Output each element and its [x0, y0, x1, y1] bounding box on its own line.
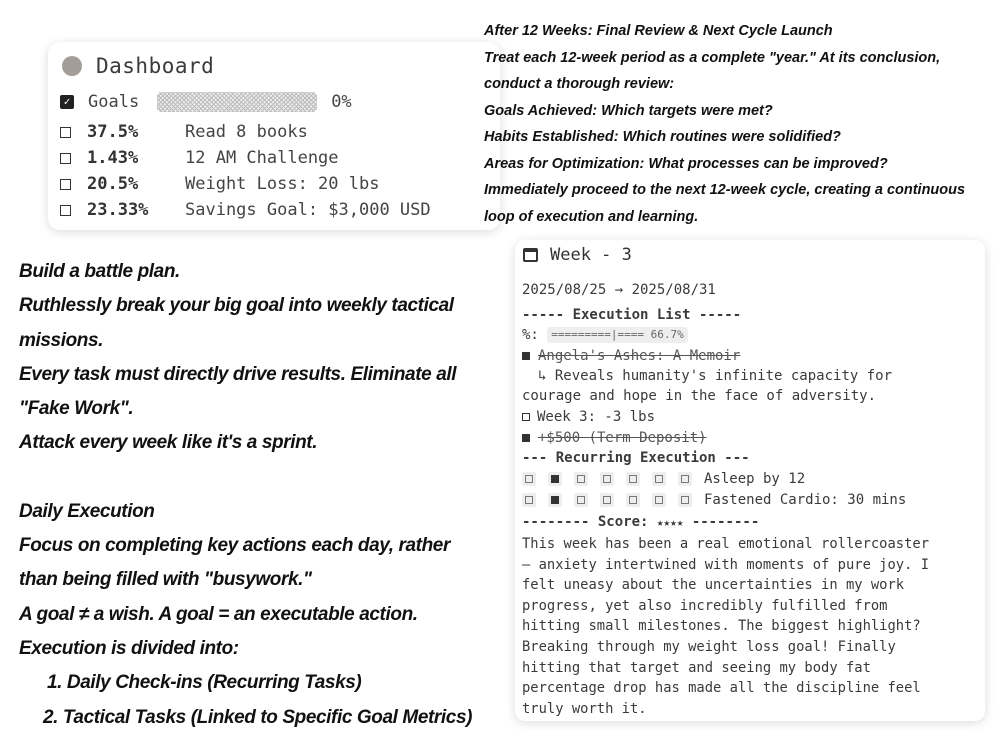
week-header [523, 245, 632, 265]
goal-row [60, 148, 339, 168]
reflection-line: This week has been a real emotional rollercoaster [522, 536, 930, 552]
habit-day-checkbox[interactable] [600, 472, 614, 486]
goal-row [60, 200, 431, 220]
checkbox-checked-icon[interactable] [522, 352, 530, 360]
goals-row [60, 92, 352, 112]
task-item [522, 348, 740, 364]
battle-line: Ruthlessly break your big goal into weekly tactical [19, 295, 454, 317]
dashboard-dot-icon [62, 56, 82, 76]
review-line: Areas for Optimization: What processes can be improved? [484, 155, 888, 172]
habit-row [522, 492, 906, 508]
goal-percent: 23.33% [87, 200, 149, 220]
review-line: loop of execution and learning. [484, 208, 699, 225]
habit-day-checkbox[interactable] [652, 472, 666, 486]
reflection-line: hitting small milestones. The biggest highlight? [522, 618, 921, 635]
goal-label: Savings Goal: $3,000 USD [185, 200, 431, 220]
goals-percent: 0% [331, 92, 352, 112]
score-stars: ★★★★ [656, 516, 684, 529]
checkbox[interactable] [60, 205, 71, 216]
habit-day-checkbox[interactable] [574, 493, 588, 507]
checkbox[interactable] [60, 153, 71, 164]
task-text: Angela's Ashes: A Memoir [538, 348, 741, 364]
progress-label: %: [522, 327, 539, 343]
goal-label: Read 8 books [185, 122, 308, 142]
subitem-arrow-icon: ↳ [538, 368, 547, 384]
goals-progress-bar [157, 92, 317, 112]
goal-percent: 20.5% [87, 174, 139, 194]
week-title: Week - 3 [550, 245, 632, 265]
daily-line: Execution is divided into: [19, 637, 239, 659]
reflection-line: felt uneasy about the uncertainties in my work [522, 577, 905, 594]
task-note [538, 368, 892, 384]
review-line: Goals Achieved: Which targets were met? [484, 102, 773, 119]
daily-line: than being filled with "busywork." [19, 569, 312, 591]
battle-plan-text-block [19, 255, 514, 735]
daily-line: Focus on completing key actions each day, rather [19, 535, 450, 557]
checkbox[interactable] [60, 127, 71, 138]
habit-day-checkbox[interactable] [548, 493, 562, 507]
habit-row [522, 471, 805, 487]
progress-bar: =========|==== 66.7% [547, 327, 687, 343]
checkbox-checked-icon[interactable] [522, 434, 530, 442]
reflection-line: Breaking through my weight loss goal! Finally [522, 638, 896, 655]
habit-day-checkbox[interactable] [626, 472, 640, 486]
battle-line: Attack every week like it's a sprint. [19, 432, 318, 454]
task-note-text: Reveals humanity's infinite capacity for [554, 368, 893, 384]
goal-label: 12 AM Challenge [185, 148, 339, 168]
week-card [515, 240, 985, 721]
goal-percent: 37.5% [87, 122, 139, 142]
habit-day-checkbox[interactable] [574, 472, 588, 486]
goal-label: Weight Loss: 20 lbs [185, 174, 380, 194]
task-text: +$500 (Term Deposit) [538, 430, 707, 446]
task-item [522, 409, 655, 425]
reflection-line: hitting that target and seeing my body fat [522, 659, 871, 676]
score-row [522, 514, 759, 530]
recurring-header: --- Recurring Execution --- [522, 450, 750, 466]
reflection-line: truly worth it. [522, 700, 647, 717]
reflection-line: progress, yet also incredibly fulfilled from [522, 597, 888, 614]
list-item: 1. Daily Check-ins (Recurring Tasks) [47, 672, 362, 694]
reflection-line: — anxiety intertwined with moments of pure joy. I [522, 556, 930, 573]
checkbox[interactable] [522, 413, 530, 421]
task-item [522, 430, 707, 446]
habit-day-checkbox[interactable] [548, 472, 562, 486]
habit-day-checkbox[interactable] [626, 493, 640, 507]
list-item: 2. Tactical Tasks (Linked to Specific Goal Metrics) [43, 706, 473, 728]
goal-row [60, 122, 308, 142]
habit-day-checkbox[interactable] [522, 472, 536, 486]
battle-line: missions. [19, 329, 104, 351]
review-line: Treat each 12-week period as a complete "year." At its conclusion, [484, 49, 941, 66]
reflection-text [522, 534, 978, 719]
battle-line: Build a battle plan. [19, 261, 180, 282]
daily-execution-heading: Daily Execution [19, 500, 155, 522]
task-note-text: courage and hope in the face of adversity. [522, 388, 877, 404]
daily-line: A goal ≠ a wish. A goal = an executable action. [19, 603, 418, 625]
habit-day-checkbox[interactable] [652, 493, 666, 507]
habit-label: Fastened Cardio: 30 mins [704, 492, 907, 508]
battle-line: Every task must directly drive results. Eliminate all [19, 363, 457, 385]
dashboard-header [62, 54, 214, 78]
review-text-block [484, 18, 999, 230]
checkbox-checked-icon[interactable]: ✓ [60, 95, 74, 109]
calendar-icon [523, 248, 538, 262]
reflection-line: percentage drop has made all the discipline feel [522, 680, 921, 697]
spacer [19, 461, 514, 495]
habit-day-checkbox[interactable] [522, 493, 536, 507]
task-text: Week 3: -3 lbs [537, 409, 656, 425]
habit-day-checkbox[interactable] [678, 472, 692, 486]
habit-day-checkbox[interactable] [678, 493, 692, 507]
review-line: After 12 Weeks: Final Review & Next Cycle Launch [484, 23, 833, 39]
score-prefix: -------- Score: [522, 514, 649, 530]
review-line: conduct a thorough review: [484, 76, 675, 92]
dashboard-card [48, 42, 500, 230]
score-suffix: -------- [691, 514, 760, 530]
habit-label: Asleep by 12 [704, 471, 806, 487]
checkbox[interactable] [60, 179, 71, 190]
battle-line: "Fake Work". [19, 398, 134, 420]
dashboard-title: Dashboard [96, 54, 215, 78]
goals-label: Goals [88, 92, 140, 112]
habit-day-checkbox[interactable] [600, 493, 614, 507]
review-line: Habits Established: Which routines were solidified? [484, 129, 841, 145]
progress-row [522, 327, 688, 343]
review-line: Immediately proceed to the next 12-week cycle, creating a continuous [484, 182, 966, 198]
goal-percent: 1.43% [87, 148, 139, 168]
execution-list-header: ----- Execution List ----- [522, 307, 742, 323]
goal-row [60, 174, 379, 194]
date-range: 2025/08/25 → 2025/08/31 [522, 282, 716, 298]
